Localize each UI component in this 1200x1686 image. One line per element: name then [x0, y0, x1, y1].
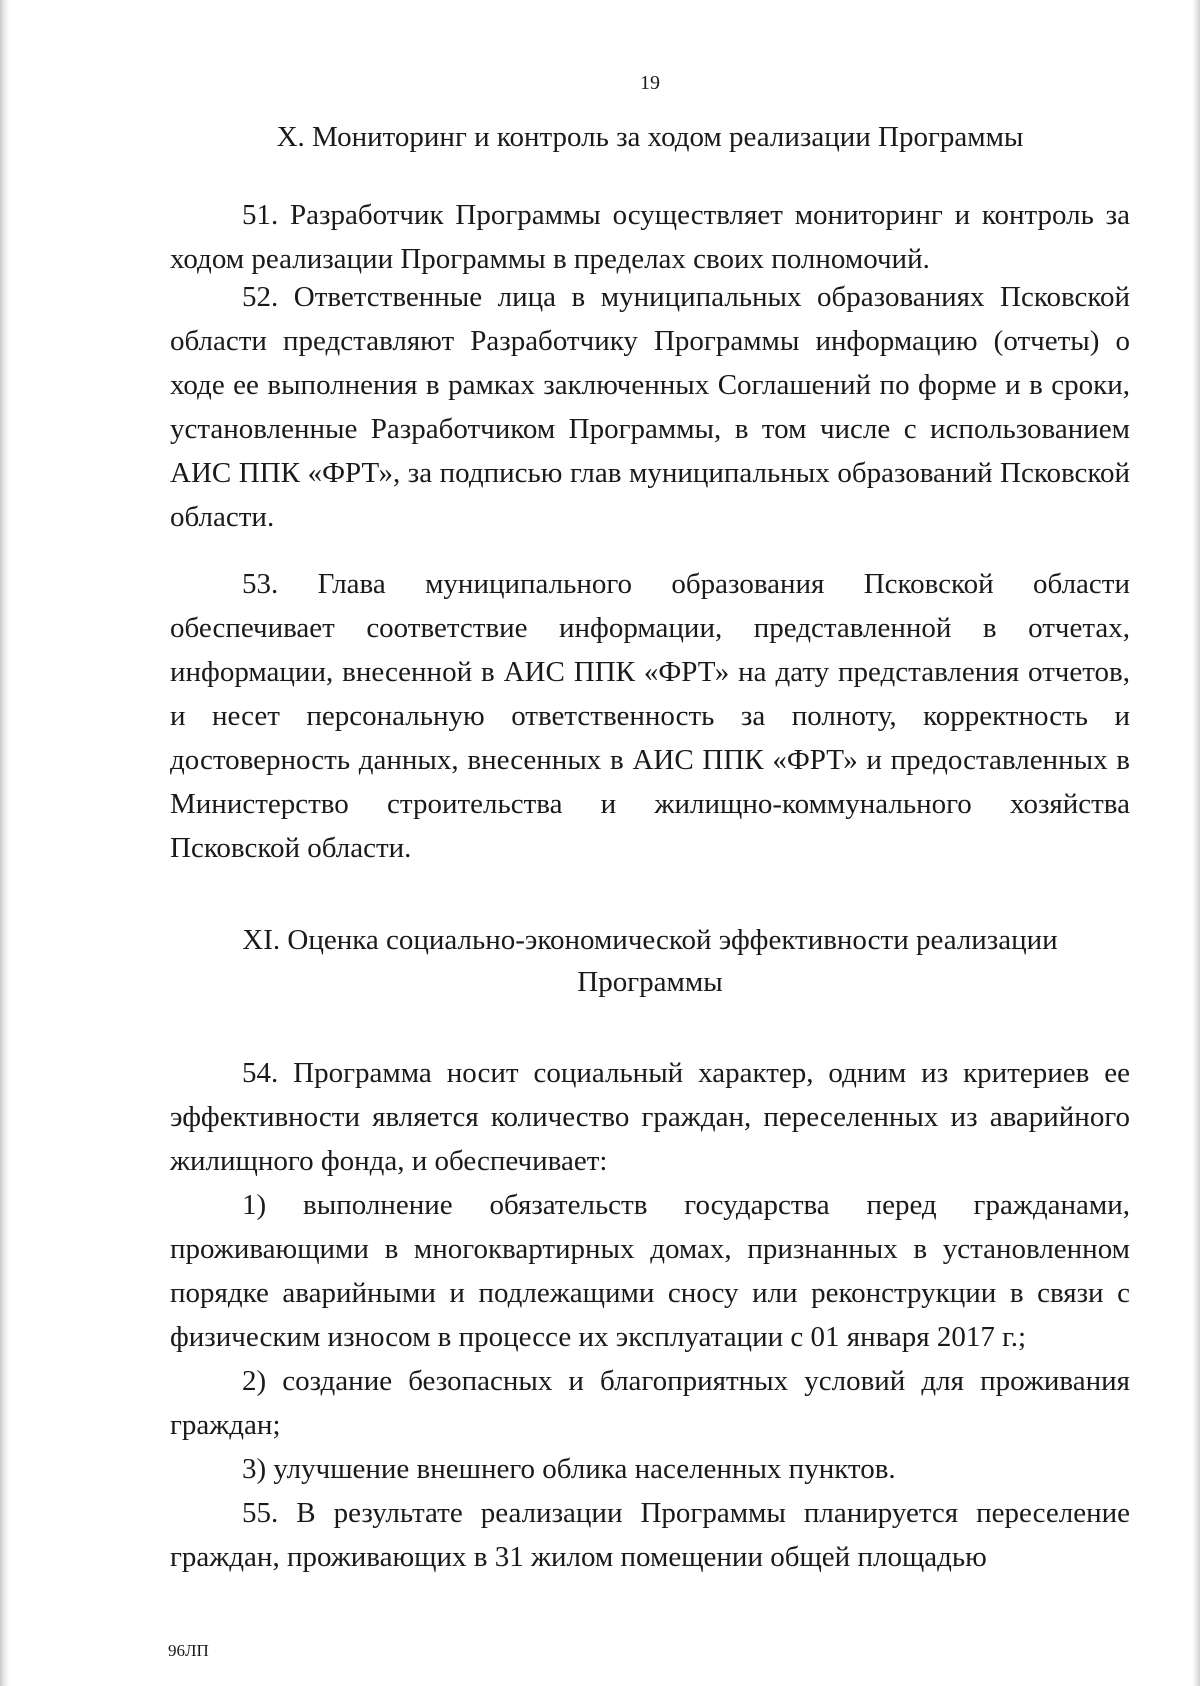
- paragraph-52: 52. Ответственные лица в муниципальных образованиях Псковской области представляют Разработчику Программы информацию (отчеты) о ходе ее выполнения в рамках заключенных Соглашений по форме и в сроки, установленные Разработчиком Программы, в том числе с использованием АИС ППК «ФРТ», за подписью глав муниципальных образований Псковской области.: [170, 281, 1130, 533]
- list-item-2: 2) создание безопасных и благоприятных условий для проживания граждан;: [170, 1365, 1130, 1441]
- document-code: 96ЛП: [168, 1641, 209, 1660]
- scan-edge-left: [0, 0, 10, 1686]
- list-item-3: 3) улучшение внешнего облика населенных пунктов.: [242, 1453, 896, 1485]
- section-heading-x: X. Мониторинг и контроль за ходом реализации Программы: [276, 121, 1024, 153]
- paragraph-54: 54. Программа носит социальный характер, одним из критериев ее эффективности является количество граждан, переселенных из аварийного жилищного фонда, и обеспечивает:: [170, 1057, 1130, 1177]
- paragraph-53: 53. Глава муниципального образования Псковской области обеспечивает соответствие информации, представленной в отчетах, информации, внесенной в АИС ППК «ФРТ» на дату представления отчетов, и несет персональную ответственность за полноту, корректность и достоверность данных, внесенных в АИС ППК «ФРТ» и предоставленных в Министерство строительства и жилищно-коммунального хозяйства Псковской области.: [170, 568, 1130, 864]
- scan-edge-right: [1192, 0, 1200, 1686]
- list-item-1: 1) выполнение обязательств государства перед гражданами, проживающими в многоквартирных домах, признанных в установленном порядке аварийными и подлежащими сносу или реконструкции в связи с физическим износом в процессе их эксплуатации с 01 января 2017 г.;: [170, 1189, 1130, 1353]
- page-number: 19: [640, 72, 660, 94]
- section-heading-xi: XI. Оценка социально-экономической эффективности реализации Программы: [242, 924, 1058, 998]
- paragraph-55: 55. В результате реализации Программы планируется переселение граждан, проживающих в 31 жилом помещении общей площадью: [170, 1497, 1130, 1573]
- paragraph-51: 51. Разработчик Программы осуществляет мониторинг и контроль за ходом реализации Программы в пределах своих полномочий.: [170, 199, 1130, 275]
